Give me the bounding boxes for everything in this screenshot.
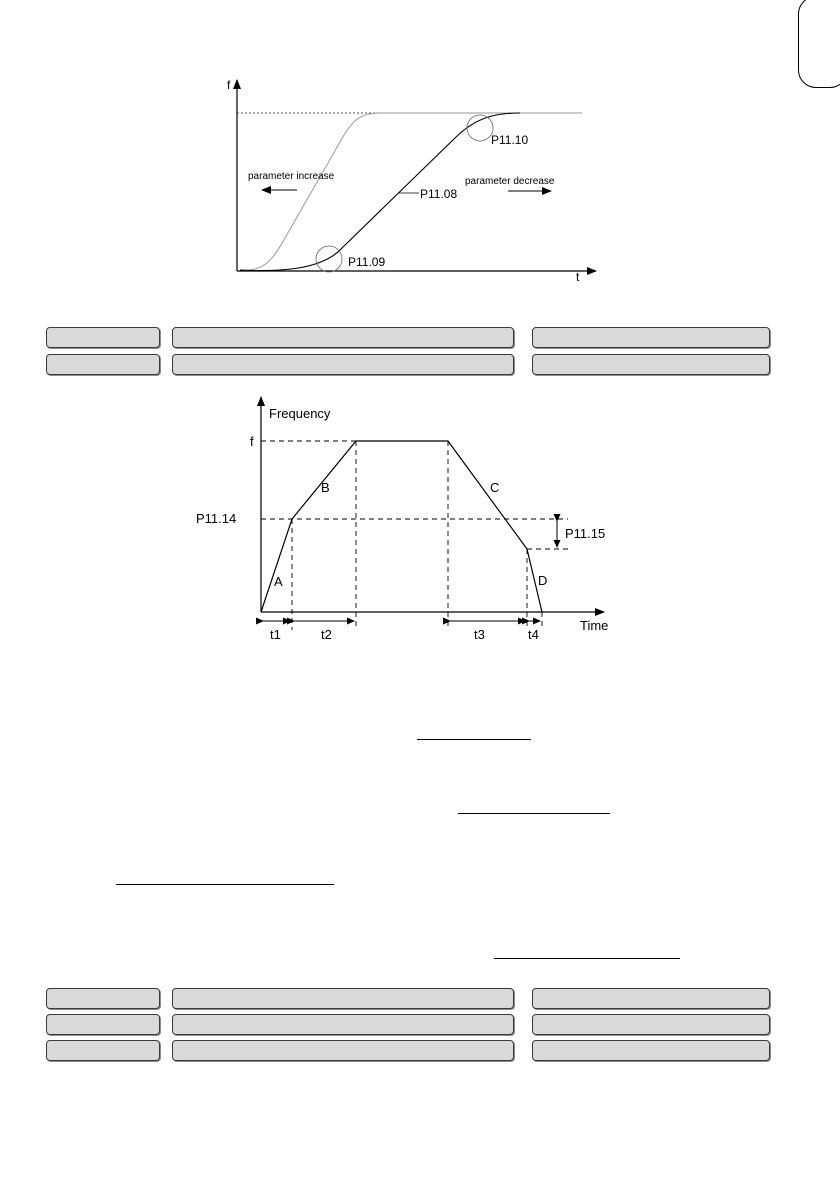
label-p1109: P11.09	[348, 255, 386, 269]
circle-p1110	[467, 115, 493, 141]
table2-cell-code	[46, 988, 160, 1009]
table2-cell-value	[532, 1040, 770, 1061]
table1-cell-name	[172, 354, 514, 375]
label-time: Time	[580, 618, 609, 633]
table2-cell-name	[172, 988, 514, 1009]
table2-row	[0, 988, 840, 1010]
label-p1114: P11.14	[196, 511, 237, 526]
table1-row	[0, 354, 840, 376]
label-parameter-increase: parameter increase	[248, 171, 335, 182]
accel-decel-diagram	[0, 390, 840, 690]
table2-row	[0, 1040, 840, 1062]
label-segment-c: C	[490, 480, 500, 495]
table1-cell-code	[46, 354, 160, 375]
label-p1115: P11.15	[565, 526, 606, 541]
label-frequency: Frequency	[269, 406, 331, 421]
circle-p1109	[316, 246, 342, 272]
label-segment-a: A	[274, 574, 283, 589]
table2-row	[0, 1014, 840, 1036]
table2-cell-value	[532, 988, 770, 1009]
label-t3: t3	[474, 627, 485, 642]
curve-main	[240, 113, 520, 271]
table2-cell-code	[46, 1040, 160, 1061]
label-t4: t4	[528, 627, 539, 642]
table1-cell-name	[172, 327, 514, 348]
curve-parameter-increase	[240, 113, 582, 270]
frequency-profile	[261, 441, 542, 612]
table2-cell-value	[532, 1014, 770, 1035]
label-t1: t1	[270, 627, 281, 642]
table1-cell-code	[46, 327, 160, 348]
label-p1110: P11.10	[491, 133, 529, 147]
label-p1108: P11.08	[420, 187, 458, 201]
table1-cell-value	[532, 354, 770, 375]
blank-underline-2	[458, 813, 610, 814]
blank-underline-4	[494, 958, 680, 959]
s-curve-diagram	[0, 0, 840, 300]
label-segment-b: B	[321, 480, 330, 495]
label-t2: t2	[321, 627, 332, 642]
blank-underline-1	[417, 739, 531, 740]
table2-cell-name	[172, 1040, 514, 1061]
label-t-axis: t	[576, 270, 580, 284]
table1-row	[0, 327, 840, 349]
label-segment-d: D	[538, 573, 548, 588]
table2-cell-code	[46, 1014, 160, 1035]
blank-underline-3	[116, 884, 334, 885]
label-f: f	[250, 434, 254, 449]
table2-cell-name	[172, 1014, 514, 1035]
table1-cell-value	[532, 327, 770, 348]
label-f-axis: f	[227, 78, 231, 92]
label-parameter-decrease: parameter decrease	[465, 176, 555, 187]
